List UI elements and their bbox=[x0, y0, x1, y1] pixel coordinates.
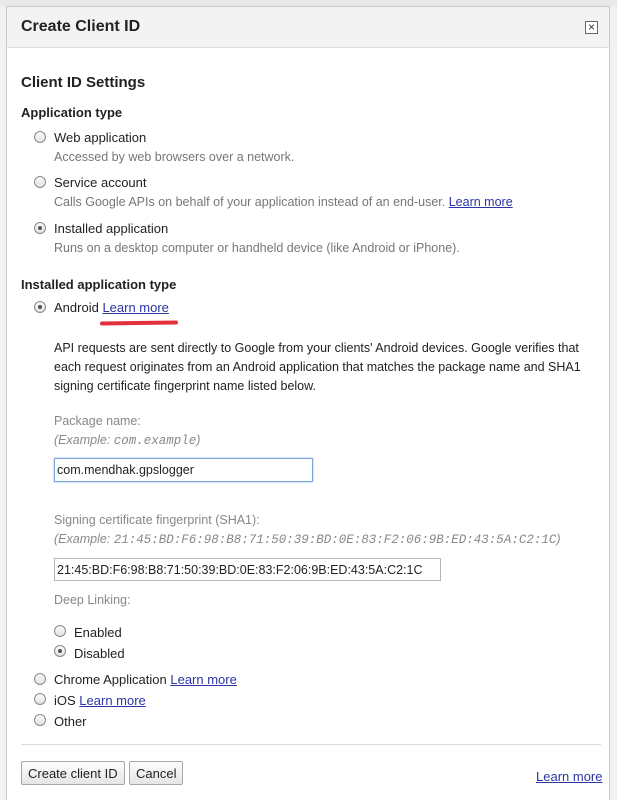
deep-linking-disabled-label: Disabled bbox=[74, 646, 125, 661]
android-description: API requests are sent directly to Google from your clients' Android devices. Google verifies that each request originates from an Android application that matches the package name and SHA1 signing certificate fingerprint name listed below. bbox=[54, 341, 581, 393]
radio-installed-application[interactable] bbox=[34, 222, 46, 234]
ios-label: iOS bbox=[54, 693, 76, 708]
installed-application-description: Runs on a desktop computer or handheld device (like Android or iPhone). bbox=[54, 241, 460, 255]
chrome-application-row bbox=[54, 672, 237, 687]
ios-row bbox=[54, 693, 146, 708]
package-name-example bbox=[54, 433, 200, 448]
settings-heading: Client ID Settings bbox=[21, 74, 146, 91]
sha1-fingerprint-input[interactable] bbox=[54, 558, 441, 581]
installed-application-label: Installed application bbox=[54, 221, 169, 236]
chrome-application-label: Chrome Application bbox=[54, 672, 167, 687]
web-application-description: Accessed by web browsers over a network. bbox=[54, 150, 295, 164]
deep-linking-enabled-label: Enabled bbox=[74, 625, 122, 640]
create-client-id-dialog bbox=[6, 6, 610, 800]
radio-android[interactable] bbox=[34, 301, 46, 313]
installed-application-type-heading: Installed application type bbox=[21, 277, 177, 292]
package-name-input[interactable] bbox=[54, 458, 313, 482]
footer-divider bbox=[21, 744, 601, 745]
radio-deep-linking-disabled[interactable] bbox=[54, 645, 66, 657]
sha1-example-suffix: ) bbox=[556, 532, 561, 546]
red-annotation-underline bbox=[100, 320, 178, 325]
other-label: Other bbox=[54, 714, 87, 729]
package-name-label: Package name: bbox=[54, 414, 141, 428]
ios-learn-more-link[interactable]: Learn more bbox=[79, 693, 146, 708]
chrome-application-learn-more-link[interactable]: Learn more bbox=[170, 672, 237, 687]
android-option-row bbox=[54, 300, 169, 315]
package-example-prefix: (Example: bbox=[54, 433, 114, 447]
footer-learn-more-link[interactable]: Learn more bbox=[536, 769, 603, 784]
radio-ios[interactable] bbox=[34, 693, 46, 705]
service-account-description: Calls Google APIs on behalf of your application instead of an end-user. bbox=[54, 195, 446, 209]
android-label: Android bbox=[54, 300, 99, 315]
sha1-example-value: 21:45:BD:F6:98:B8:71:50:39:BD:0E:83:F2:06:9B:ED:43:5A:C2:1C bbox=[113, 533, 557, 547]
service-account-description-row bbox=[54, 195, 513, 209]
sha1-example-prefix: (Example: bbox=[54, 532, 114, 546]
close-icon[interactable]: × bbox=[585, 21, 598, 34]
create-client-id-button[interactable]: Create client ID bbox=[21, 761, 125, 785]
service-account-label: Service account bbox=[54, 175, 147, 190]
android-learn-more-link[interactable]: Learn more bbox=[102, 300, 169, 315]
service-account-learn-more-link[interactable]: Learn more bbox=[448, 195, 513, 209]
radio-web-application[interactable] bbox=[34, 131, 46, 143]
deep-linking-label: Deep Linking: bbox=[54, 593, 131, 607]
package-example-suffix: ) bbox=[196, 433, 201, 447]
sha1-fingerprint-example bbox=[54, 532, 561, 547]
package-example-value: com.example bbox=[113, 434, 197, 448]
dialog-title: Create Client ID bbox=[21, 18, 141, 35]
web-application-label: Web application bbox=[54, 130, 147, 145]
application-type-heading: Application type bbox=[21, 105, 123, 120]
radio-other[interactable] bbox=[34, 714, 46, 726]
radio-service-account[interactable] bbox=[34, 176, 46, 188]
cancel-button[interactable]: Cancel bbox=[129, 761, 183, 785]
dialog-titlebar bbox=[7, 7, 609, 48]
radio-chrome-application[interactable] bbox=[34, 673, 46, 685]
radio-deep-linking-enabled[interactable] bbox=[54, 625, 66, 637]
sha1-fingerprint-label: Signing certificate fingerprint (SHA1): bbox=[54, 513, 260, 527]
